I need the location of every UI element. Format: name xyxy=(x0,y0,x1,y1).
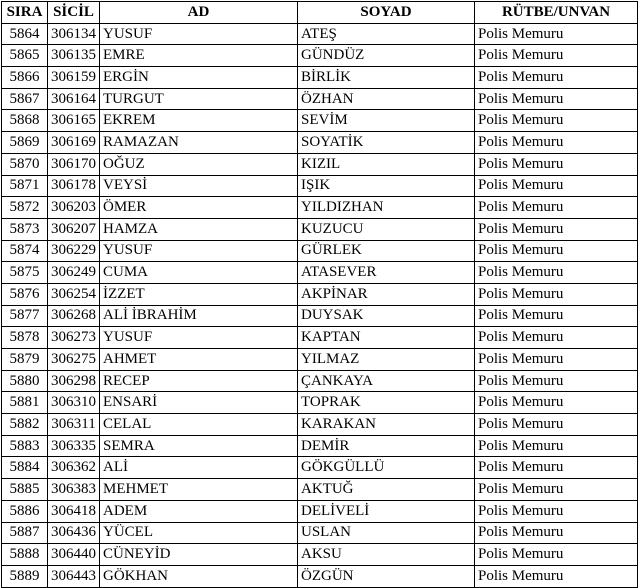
rutbe-unvan-cell: Polis Memuru xyxy=(475,175,638,197)
table-row xyxy=(2,23,638,45)
table-row xyxy=(2,370,638,392)
table-row xyxy=(2,67,638,89)
soyad-cell: ÖZGÜN xyxy=(298,565,475,587)
sicil-cell: 306268 xyxy=(48,305,100,327)
rutbe-unvan-cell: Polis Memuru xyxy=(475,283,638,305)
table-row xyxy=(2,500,638,522)
ad-cell: ÖMER xyxy=(100,197,298,219)
rutbe-unvan-cell: Polis Memuru xyxy=(475,349,638,371)
table-row xyxy=(2,414,638,436)
sicil-cell: 306169 xyxy=(48,132,100,154)
ad-cell: YUSUF xyxy=(100,240,298,262)
rutbe-unvan-cell: Polis Memuru xyxy=(475,23,638,45)
ad-cell: VEYSİ xyxy=(100,175,298,197)
table-row xyxy=(2,45,638,67)
header-rutbe-unvan: RÜTBE/UNVAN xyxy=(475,2,638,24)
soyad-cell: ATASEVER xyxy=(298,262,475,284)
table-header-row xyxy=(2,2,638,24)
ad-cell: AHMET xyxy=(100,349,298,371)
ad-cell: YUSUF xyxy=(100,327,298,349)
sira-cell: 5867 xyxy=(2,88,48,110)
sira-cell: 5868 xyxy=(2,110,48,132)
rutbe-unvan-cell: Polis Memuru xyxy=(475,305,638,327)
soyad-cell: GÜRLEK xyxy=(298,240,475,262)
soyad-cell: YILDIZHAN xyxy=(298,197,475,219)
table-row xyxy=(2,305,638,327)
table-row xyxy=(2,479,638,501)
rutbe-unvan-cell: Polis Memuru xyxy=(475,153,638,175)
table-row xyxy=(2,565,638,587)
sira-cell: 5872 xyxy=(2,197,48,219)
sira-cell: 5875 xyxy=(2,262,48,284)
soyad-cell: KIZIL xyxy=(298,153,475,175)
sira-cell: 5877 xyxy=(2,305,48,327)
sicil-cell: 306170 xyxy=(48,153,100,175)
sicil-cell: 306207 xyxy=(48,218,100,240)
rutbe-unvan-cell: Polis Memuru xyxy=(475,262,638,284)
soyad-cell: ÖZHAN xyxy=(298,88,475,110)
sicil-cell: 306229 xyxy=(48,240,100,262)
rutbe-unvan-cell: Polis Memuru xyxy=(475,479,638,501)
rutbe-unvan-cell: Polis Memuru xyxy=(475,197,638,219)
header-sira: SIRA xyxy=(2,2,48,24)
personnel-table xyxy=(1,1,638,588)
soyad-cell: AKTUĞ xyxy=(298,479,475,501)
ad-cell: RECEP xyxy=(100,370,298,392)
soyad-cell: KUZUCU xyxy=(298,218,475,240)
rutbe-unvan-cell: Polis Memuru xyxy=(475,240,638,262)
soyad-cell: DUYSAK xyxy=(298,305,475,327)
ad-cell: EMRE xyxy=(100,45,298,67)
sira-cell: 5886 xyxy=(2,500,48,522)
sicil-cell: 306362 xyxy=(48,457,100,479)
table-row xyxy=(2,132,638,154)
sicil-cell: 306254 xyxy=(48,283,100,305)
soyad-cell: KAPTAN xyxy=(298,327,475,349)
rutbe-unvan-cell: Polis Memuru xyxy=(475,457,638,479)
table-row xyxy=(2,218,638,240)
soyad-cell: TOPRAK xyxy=(298,392,475,414)
ad-cell: TURGUT xyxy=(100,88,298,110)
rutbe-unvan-cell: Polis Memuru xyxy=(475,500,638,522)
soyad-cell: GÜNDÜZ xyxy=(298,45,475,67)
sira-cell: 5880 xyxy=(2,370,48,392)
rutbe-unvan-cell: Polis Memuru xyxy=(475,132,638,154)
rutbe-unvan-cell: Polis Memuru xyxy=(475,370,638,392)
soyad-cell: ATEŞ xyxy=(298,23,475,45)
soyad-cell: AKSU xyxy=(298,544,475,566)
rutbe-unvan-cell: Polis Memuru xyxy=(475,218,638,240)
ad-cell: YUSUF xyxy=(100,23,298,45)
table-row xyxy=(2,349,638,371)
soyad-cell: DELİVELİ xyxy=(298,500,475,522)
sira-cell: 5864 xyxy=(2,23,48,45)
ad-cell: CELAL xyxy=(100,414,298,436)
rutbe-unvan-cell: Polis Memuru xyxy=(475,544,638,566)
sicil-cell: 306165 xyxy=(48,110,100,132)
soyad-cell: YILMAZ xyxy=(298,349,475,371)
rutbe-unvan-cell: Polis Memuru xyxy=(475,435,638,457)
sicil-cell: 306135 xyxy=(48,45,100,67)
rutbe-unvan-cell: Polis Memuru xyxy=(475,67,638,89)
table-row xyxy=(2,435,638,457)
soyad-cell: SEVİM xyxy=(298,110,475,132)
ad-cell: ALİ xyxy=(100,457,298,479)
sicil-cell: 306203 xyxy=(48,197,100,219)
sira-cell: 5866 xyxy=(2,67,48,89)
sicil-cell: 306310 xyxy=(48,392,100,414)
sira-cell: 5874 xyxy=(2,240,48,262)
ad-cell: YÜCEL xyxy=(100,522,298,544)
header-ad: AD xyxy=(100,2,298,24)
soyad-cell: BİRLİK xyxy=(298,67,475,89)
table-row xyxy=(2,392,638,414)
soyad-cell: USLAN xyxy=(298,522,475,544)
sicil-cell: 306443 xyxy=(48,565,100,587)
sira-cell: 5870 xyxy=(2,153,48,175)
rutbe-unvan-cell: Polis Memuru xyxy=(475,88,638,110)
table-row xyxy=(2,262,638,284)
sicil-cell: 306275 xyxy=(48,349,100,371)
soyad-cell: KARAKAN xyxy=(298,414,475,436)
header-soyad: SOYAD xyxy=(298,2,475,24)
ad-cell: İZZET xyxy=(100,283,298,305)
sicil-cell: 306249 xyxy=(48,262,100,284)
sira-cell: 5887 xyxy=(2,522,48,544)
sira-cell: 5888 xyxy=(2,544,48,566)
sira-cell: 5869 xyxy=(2,132,48,154)
ad-cell: CUMA xyxy=(100,262,298,284)
rutbe-unvan-cell: Polis Memuru xyxy=(475,45,638,67)
sicil-cell: 306164 xyxy=(48,88,100,110)
table-row xyxy=(2,110,638,132)
rutbe-unvan-cell: Polis Memuru xyxy=(475,327,638,349)
soyad-cell: DEMİR xyxy=(298,435,475,457)
ad-cell: HAMZA xyxy=(100,218,298,240)
table-row xyxy=(2,88,638,110)
sira-cell: 5878 xyxy=(2,327,48,349)
ad-cell: ADEM xyxy=(100,500,298,522)
soyad-cell: AKPİNAR xyxy=(298,283,475,305)
header-sicil: SİCİL xyxy=(48,2,100,24)
ad-cell: SEMRA xyxy=(100,435,298,457)
table-row xyxy=(2,327,638,349)
sira-cell: 5885 xyxy=(2,479,48,501)
sira-cell: 5881 xyxy=(2,392,48,414)
table-body xyxy=(2,23,638,587)
sira-cell: 5876 xyxy=(2,283,48,305)
rutbe-unvan-cell: Polis Memuru xyxy=(475,414,638,436)
soyad-cell: SOYATİK xyxy=(298,132,475,154)
sira-cell: 5889 xyxy=(2,565,48,587)
table-row xyxy=(2,544,638,566)
ad-cell: ERGİN xyxy=(100,67,298,89)
sicil-cell: 306383 xyxy=(48,479,100,501)
sira-cell: 5871 xyxy=(2,175,48,197)
sicil-cell: 306440 xyxy=(48,544,100,566)
soyad-cell: IŞIK xyxy=(298,175,475,197)
ad-cell: EKREM xyxy=(100,110,298,132)
sira-cell: 5879 xyxy=(2,349,48,371)
sicil-cell: 306436 xyxy=(48,522,100,544)
rutbe-unvan-cell: Polis Memuru xyxy=(475,522,638,544)
table-row xyxy=(2,240,638,262)
sicil-cell: 306298 xyxy=(48,370,100,392)
soyad-cell: ÇANKAYA xyxy=(298,370,475,392)
sira-cell: 5865 xyxy=(2,45,48,67)
ad-cell: ENSARİ xyxy=(100,392,298,414)
sicil-cell: 306273 xyxy=(48,327,100,349)
ad-cell: MEHMET xyxy=(100,479,298,501)
sira-cell: 5884 xyxy=(2,457,48,479)
sicil-cell: 306418 xyxy=(48,500,100,522)
ad-cell: ALİ İBRAHİM xyxy=(100,305,298,327)
table-row xyxy=(2,197,638,219)
sira-cell: 5873 xyxy=(2,218,48,240)
table-row xyxy=(2,175,638,197)
sicil-cell: 306311 xyxy=(48,414,100,436)
rutbe-unvan-cell: Polis Memuru xyxy=(475,565,638,587)
ad-cell: GÖKHAN xyxy=(100,565,298,587)
sicil-cell: 306335 xyxy=(48,435,100,457)
table-row xyxy=(2,283,638,305)
rutbe-unvan-cell: Polis Memuru xyxy=(475,392,638,414)
table-row xyxy=(2,522,638,544)
rutbe-unvan-cell: Polis Memuru xyxy=(475,110,638,132)
sicil-cell: 306134 xyxy=(48,23,100,45)
ad-cell: RAMAZAN xyxy=(100,132,298,154)
sicil-cell: 306159 xyxy=(48,67,100,89)
ad-cell: CÜNEYİD xyxy=(100,544,298,566)
sira-cell: 5882 xyxy=(2,414,48,436)
sira-cell: 5883 xyxy=(2,435,48,457)
table-row xyxy=(2,457,638,479)
ad-cell: OĞUZ xyxy=(100,153,298,175)
table-row xyxy=(2,153,638,175)
sicil-cell: 306178 xyxy=(48,175,100,197)
soyad-cell: GÖKGÜLLÜ xyxy=(298,457,475,479)
